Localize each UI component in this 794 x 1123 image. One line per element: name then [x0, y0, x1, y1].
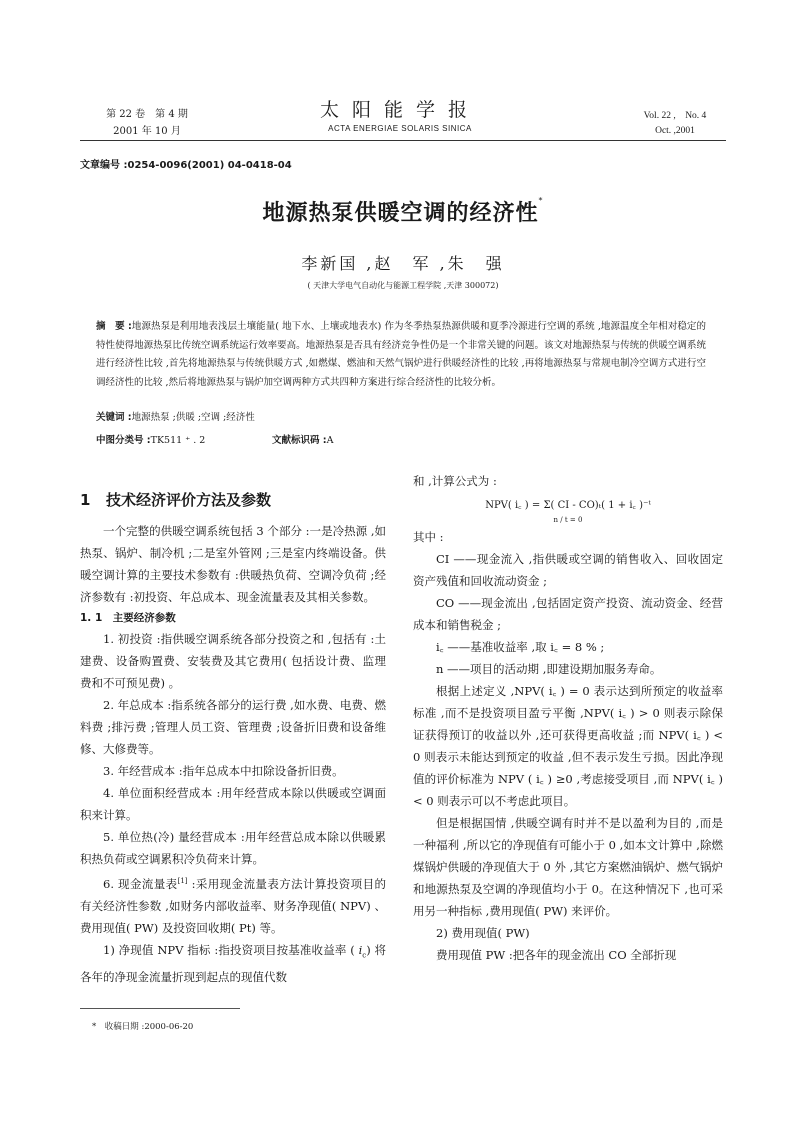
journal-masthead — [250, 98, 550, 136]
npv-def-a: 1) 净现值 NPV 指标 :指投资项目按基准收益率 ( — [103, 942, 359, 957]
header-rule — [80, 140, 726, 141]
journal-title-cn: 太阳能学报 — [319, 99, 480, 121]
item6-lead: 6. 现金流量表 — [103, 876, 178, 891]
doc-code-text: A — [326, 435, 334, 446]
issue-info-en — [620, 109, 730, 139]
npv-formula — [413, 496, 723, 524]
section-number: 1 — [80, 491, 91, 509]
issue-date: 2001 年 10 月 — [113, 126, 181, 137]
param-item-1: 1. 初投资 :指供暖空调系统各部分投资之和 ,包括有 :土建费、设备购置费、安装费及其它费用( 包括设计费、监理费和不可预见费) 。 — [80, 632, 386, 690]
title-footnote-mark: * — [538, 196, 544, 205]
npv-paragraph-1: 根据上述定义 ,NPV( i꜀ ) = 0 表示达到所预定的收益率标准 ,而不是投资项目盈亏平衡 ,NPV( i꜀ ) > 0 则表示除保证获得预订的收益以外 ,还可获得更高收益 ;而 NPV( i꜀ ) < 0 则表示未能达到预定的收益 ,但不表示发生亏损。因此净现值的评价标准为 NPV ( i꜀ ) ≥0 ,考虑接受项目 ,而 NPV( i꜀ ) < 0 则表示可以不考虑此项目。 — [413, 684, 723, 808]
abstract — [96, 318, 706, 392]
npv-formula-text: NPV( i꜀ ) = Σ( CI - CO)ₜ( 1 + i꜀ )⁻ᵗ — [485, 500, 651, 511]
npv-paragraph-2: 但是根据国情 ,供暖空调有时并不是以盈利为目的 ,而是一种福利 ,所以它的净现值有可能小于 0 ,如本文计算中 ,除燃煤锅炉供暖的净现值大于 0 外 ,其它方案燃油锅炉、燃气锅炉和地源热泵及空调的净现值均小于 0。在这种情况下 ,也可采用另一种指标 ,费用现值( PW) 来评价。 — [413, 816, 723, 918]
footnote-rule — [80, 1008, 240, 1009]
authors: 李新国 ,赵 军 ,朱 强 — [301, 254, 505, 273]
section-title: 技术经济评价方法及参数 — [106, 491, 272, 509]
param-item-6 — [80, 870, 386, 939]
sum-limits: n / t = 0 — [553, 516, 583, 524]
citation-ref: [1] — [177, 877, 188, 885]
def-ic: i꜀ ——基准收益率 ,取 i꜀ = 8 % ; — [436, 640, 605, 654]
left-column — [80, 488, 386, 988]
formula-lead: 和 ,计算公式为 : — [413, 474, 497, 488]
issue-info — [92, 106, 202, 140]
section-heading — [80, 490, 386, 510]
journal-title-en: ACTA ENERGIAE SOLARIS SINICA — [328, 124, 472, 133]
classification-number — [96, 432, 205, 446]
def-ci: CI ——现金流入 ,指供暖或空调的销售收入、回收固定资产残值和回收流动资金 ; — [413, 552, 723, 588]
param-item-5: 5. 单位热(冷) 量经营成本 :用年经营总成本除以供暖累积热负荷或空调累积冷负荷来计算。 — [80, 830, 386, 866]
abstract-label: 摘 要 : — [96, 321, 132, 332]
def-n: n ——项目的活动期 ,即建设期加服务寿命。 — [436, 662, 662, 676]
issue-date-en: Oct. ,2001 — [655, 126, 695, 136]
article-number: 文章编号 :0254-0096(2001) 04-0418-04 — [80, 160, 292, 171]
pw-text: 费用现值 PW :把各年的现金流出 CO 全部折现 — [436, 948, 677, 962]
def-co: CO ——现金流出 ,包括固定资产投资、流动资金、经营成本和销售税金 ; — [413, 596, 723, 632]
abstract-text: 地源热泵是利用地表浅层土壤能量( 地下水、上壤或地表水) 作为冬季热泵热源供暖和夏季冷源进行空调的系统 ,地源温度全年相对稳定的特性使得地源热泵比传统空调系统运行效率要高。地源热泵是否具有经济竞争性仍是一个非常关键的问题。该文对地源热泵与传统的供暖空调系统进行经济性比较 ,首先将地源热泵与传统供暖方式 ,如燃煤、燃油和天然气锅炉进行供暖经济性的比较 ,再将地源热泵与常规电制冷空调方式进行空调经济性的比较 ,然后将地源热泵与锅炉加空调两种方式共四种方案进行综合经济性的比较分析。 — [96, 321, 706, 388]
keywords-text: 地源热泵 ;供暖 ;空调 ;经济性 — [131, 412, 255, 423]
pw-heading: 2) 费用现值( PW) — [436, 926, 530, 940]
classification-label: 中图分类号 : — [96, 435, 151, 446]
affiliation: ( 天津大学电气自动化与能源工程学院 ,天津 300072) — [307, 281, 499, 290]
paper-title-text: 地源热泵供暖空调的经济性 — [262, 201, 539, 226]
doc-code-label: 文献标识码 : — [272, 435, 327, 446]
subsection-number: 1. 1 — [80, 612, 103, 624]
volume-issue: 第 22 卷 第 4 期 — [106, 109, 188, 120]
npv-definition — [80, 939, 386, 988]
document-code — [272, 432, 333, 446]
subsection-heading — [80, 608, 386, 628]
param-item-3: 3. 年经营成本 :指年总成本中扣除设备折旧费。 — [103, 764, 344, 778]
npv-ic-sub: c — [362, 951, 367, 960]
subsection-title: 主要经济参数 — [112, 612, 176, 624]
npv-ic: i — [358, 942, 363, 957]
where-label: 其中 : — [413, 530, 444, 544]
right-column — [413, 470, 723, 966]
keywords-label: 关键词 : — [96, 412, 132, 423]
item6-body: :采用现金流量表方法计算投资项目的有关经济性参数 ,如财务内部收益率、财务净现值( NPV) 、费用现值( PW) 及投资回收期( Pt) 等。 — [80, 876, 386, 935]
param-item-4: 4. 单位面积经营成本 :用年经营成本除以供暖或空调面积来计算。 — [80, 786, 386, 822]
param-item-2: 2. 年总成本 :指系统各部分的运行费 ,如水费、电费、燃料费 ;排污费 ;管理人员工资、管理费 ;设备折旧费和设备维修、大修费等。 — [80, 698, 386, 756]
npv-def-b: ) 将各年的净现金流量折现到起点的现值代数 — [80, 942, 386, 985]
volume-issue-en: Vol. 22 , No. 4 — [643, 111, 707, 121]
section-intro: 一个完整的供暖空调系统包括 3 个部分 :一是冷热源 ,如热泵、锅炉、制冷机 ;二是室外管网 ;三是室内终端设备。供暖空调计算的主要技术参数有 :供暖热负荷、空调冷负荷 ;经济参数有 :初投资、年总成本、现金流量表及其相关参数。 — [80, 524, 386, 604]
received-date-footnote: * 收稿日期 :2000-06-20 — [92, 1022, 194, 1032]
keywords — [96, 409, 255, 423]
classification-text: TK511 ⁺ . 2 — [150, 435, 206, 446]
paper-title — [80, 196, 726, 227]
